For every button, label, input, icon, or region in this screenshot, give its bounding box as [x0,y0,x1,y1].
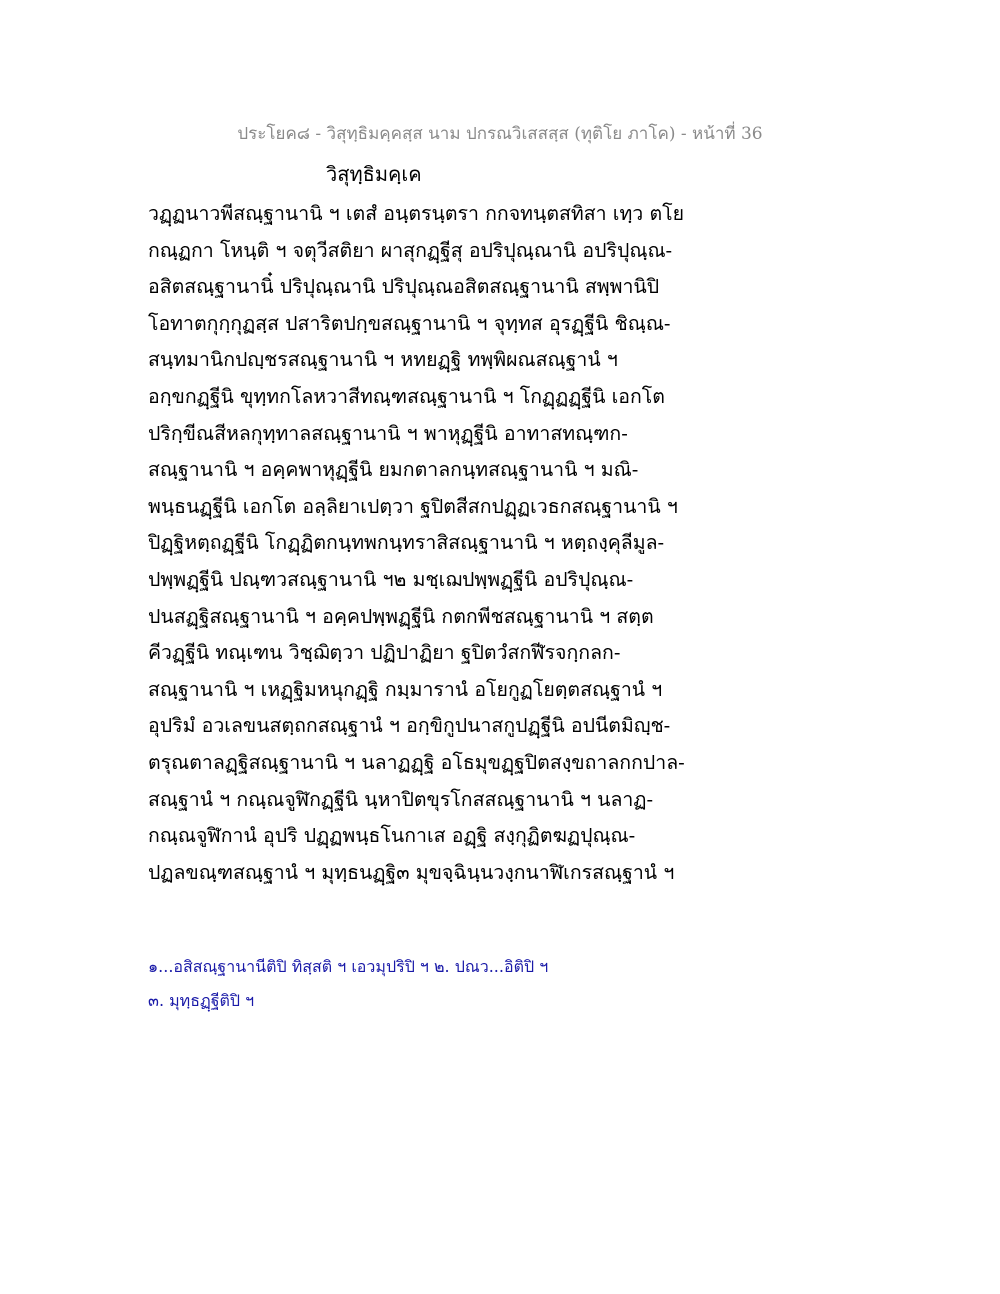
body-line: ปพฺพฏฺฐีนิ ปณฺฑวสณฺฐานานิ ฯ๒ มชฺเฌปพฺพฏฺฐีนิ อปริปุณฺณ- [148,567,634,591]
body-line: ปฏลขณฺฑสณฺฐานํ ฯ มุทฺธนฏฺฐิ๓ มุขจฺฉินฺนวงฺกนาฬิเกรสณฺฐานํ ฯ [148,860,675,884]
body-line: วฏฺฏนาวพีสณฺฐานานิ ฯ เตสํ อนฺตรนฺตรา กกจทนฺตสทิสา เทฺว ตโย [148,202,685,225]
body-line: อกฺขกฏฺฐีนิ ขุทฺทกโลหวาสีทณฺฑสณฺฐานานิ ฯ โกฏฺฏฏฺฐีนิ เอกโต [148,384,665,408]
body-line: อุปริมํ อวเลขนสตฺถกสณฺฐานํ ฯ อกฺขิกูปนาสกูปฏฺฐีนิ อปนีตมิญฺช- [148,714,671,738]
body-line: อสิตสณฺฐานานิ๋ ปริปุณฺณานิ ปริปุณฺณอสิตสณฺฐานานิ สพฺพานิปิ [148,275,660,299]
footnote-line: ๑...อสิสณฺฐานานีติปิ ทิสฺสติ ฯ เอวมุปริปิ ฯ ๒. ปณว...อิติปิ ฯ [148,957,549,976]
body-line: สนฺทมานิกปญฺชรสณฺฐานานิ ฯ หทยฏฺฐิ ทพฺพิผณสณฺฐานํ ฯ [148,348,618,372]
body-line: ปริกฺขีณสีหลกุทฺทาลสณฺฐานานิ ฯ พาหุฏฺฐีนิ อาทาสทณฺฑก- [148,421,628,445]
body-line: ตรุณตาลฏฺฐิสณฺฐานานิ ฯ นลาฏฏฺฐิ อโธมุขฏฺฐปิตสงฺขถาลกกปาล- [148,750,685,774]
body-text [148,196,708,891]
section-title: วิสุทฺธิมคฺเค [326,162,422,186]
body-line: สณฺฐานานิ ฯ เหฏฺฐิมหนุกฏฺฐิ กมฺมารานํ อโยกูฏโยตฺตสณฺฐานํ ฯ [148,677,663,701]
body-line: สณฺฐานานิ ฯ อคฺคพาหุฏฺฐีนิ ยมกตาลกนฺทสณฺฐานานิ ฯ มณิ- [148,458,639,482]
footnote-line: ๓. มุทฺธฏฺฐีติปิ ฯ [148,991,255,1010]
page-header: ประโยค๘ - วิสุทฺธิมคฺคสฺส นาม ปกรณวิเสสสฺส (ทุติโย ภาโค) - หน้าที่ 36 [237,124,763,144]
body-line: ปิฏฺฐิหตฺถฏฺฐีนิ โกฏฺฏิตกนฺทพกนฺทราสิสณฺฐานานิ ฯ หตฺถงฺคุลีมูล- [148,531,665,555]
body-line: กณฺฏกา โหนฺติ ฯ จตุวีสติยา ผาสุกฏฺฐีสุ อปริปุณฺณานิ อปริปุณฺณ- [148,238,673,262]
body-line: โอทาตกุกฺกุฏสฺส ปสาริตปกฺขสณฺฐานานิ ฯ จุทฺทส อุรฏฺฐีนิ ชิณฺณ- [148,311,671,335]
body-line: ปนสฏฺฐิสณฺฐานานิ ฯ อคฺคปพฺพฏฺฐีนิ กตกพีชสณฺฐานานิ ฯ สตฺต [148,604,654,628]
body-line: สณฺฐานํ ฯ กณฺณจูฬิกฏฺฐีนิ นฺหาปิตขุรโกสสณฺฐานานิ ฯ นลาฏ- [148,787,654,811]
footnotes [148,950,708,1018]
body-line: พนฺธนฏฺฐีนิ เอกโต อลฺลิยาเปตฺวา ฐปิตสีสกปฏฺฏเวธกสณฺฐานานิ ฯ [148,494,678,518]
body-line: กณฺณจูฬิกานํ อุปริ ปฏฺฏพนฺธโนกาเส อฏฺฐิ สงฺกุฏิตฆฏปุณฺณ- [148,824,636,848]
body-line: คีวฏฺฐีนิ ทณฺเฑน วิชฺฌิตฺวา ปฏิปาฏิยา ฐปิตวํสกฬีรจกฺกลก- [148,641,621,665]
